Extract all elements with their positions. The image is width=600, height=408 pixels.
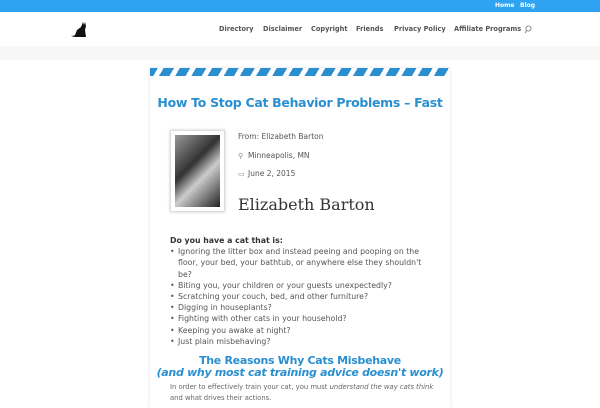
para-emphasis: understand the way cats think — [329, 383, 434, 391]
question-heading: Do you have a cat that is: — [170, 236, 283, 245]
section-heading: The Reasons Why Cats Misbehave — [199, 354, 401, 367]
problem-list — [170, 246, 435, 347]
location-pin-icon: ⚲ — [238, 152, 244, 160]
article-body — [170, 235, 435, 347]
header-band — [0, 46, 600, 60]
article-title: How To Stop Cat Behavior Problems – Fast — [157, 95, 443, 110]
striped-border — [150, 68, 450, 76]
author-photo — [170, 130, 225, 212]
list-item: • Just plain misbehaving? — [177, 336, 435, 347]
nav-directory[interactable]: Directory — [219, 25, 254, 33]
cat-logo-icon[interactable] — [70, 20, 90, 40]
calendar-icon: ▭ — [238, 170, 245, 178]
top-link-blog[interactable]: Blog — [520, 2, 536, 9]
section-subheading: (and why most cat training advice doesn't work) — [156, 366, 444, 379]
para-text-end: and what drives their actions. — [170, 393, 272, 402]
location-text: Minneapolis, MN — [248, 151, 310, 160]
list-item: • Scratching your couch, bed, and other furniture? — [177, 291, 435, 302]
top-bar — [0, 0, 600, 12]
search-icon[interactable] — [524, 25, 532, 34]
para-text: In order to effectively train your cat, you must — [170, 383, 330, 391]
list-item: • Ignoring the litter box and instead peeing and pooping on the floor, your bed, your bathtub, or anywhere else they shouldn't be? — [177, 246, 435, 280]
nav-privacy-policy[interactable]: Privacy Policy — [394, 25, 446, 33]
list-item: • Digging in houseplants? — [177, 302, 435, 313]
nav-copyright[interactable]: Copyright — [311, 25, 348, 33]
author-location — [238, 151, 310, 160]
list-item: • Keeping you awake at night? — [177, 325, 435, 336]
nav-disclaimer[interactable]: Disclaimer — [263, 25, 303, 33]
nav-friends[interactable]: Friends — [356, 25, 384, 33]
list-item: • Fighting with other cats in your household? — [177, 313, 435, 324]
header — [0, 12, 600, 46]
author-from: From: Elizabeth Barton — [238, 132, 324, 141]
top-link-home[interactable]: Home — [495, 2, 515, 9]
nav-affiliate-programs[interactable]: Affiliate Programs — [454, 25, 522, 33]
date-text: June 2, 2015 — [248, 169, 296, 178]
signature: Elizabeth Barton — [238, 195, 375, 214]
list-item: • Biting you, your children or your guests unexpectedly? — [177, 280, 435, 291]
post-date — [238, 169, 295, 178]
author-image — [175, 135, 220, 207]
